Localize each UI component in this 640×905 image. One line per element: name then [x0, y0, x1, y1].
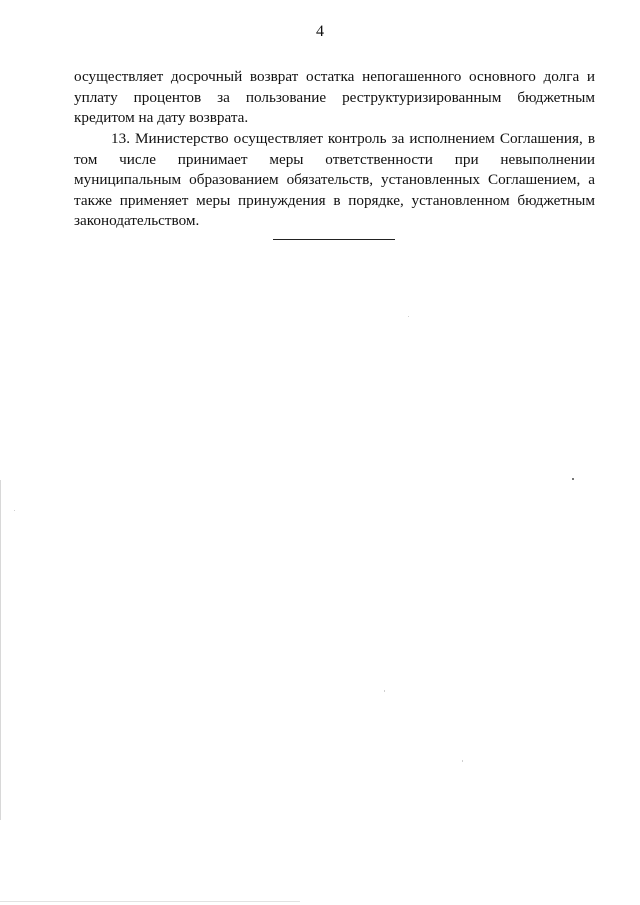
scan-artifact [462, 760, 463, 762]
paragraph-13-control [74, 129, 595, 232]
scan-artifact [0, 901, 300, 902]
text-line: том числе принимает меры ответственности при невыполнении [74, 150, 595, 168]
text-line: муниципальным образованием обязательств, установленных Соглашением, а [74, 171, 595, 188]
scan-artifact [14, 510, 15, 511]
text-line: кредитом на дату возврата. [74, 109, 249, 126]
scan-artifact [0, 480, 1, 820]
text-line: уплату процентов за пользование реструктуризированным бюджетным [74, 88, 595, 106]
end-of-document-separator [273, 239, 395, 240]
text-line: осуществляет досрочный возврат остатка непогашенного основного долга и [74, 68, 595, 85]
scan-artifact [384, 690, 385, 692]
text-line: 13. Министерство осуществляет контроль за исполнением Соглашения, в [111, 130, 595, 147]
scan-artifact [572, 478, 574, 480]
paragraph-repayment [74, 67, 595, 129]
text-line: законодательством. [74, 212, 200, 229]
page-number: 4 [316, 23, 324, 40]
scan-artifact [408, 316, 409, 317]
text-line: также применяет меры принуждения в порядке, установленном бюджетным [74, 191, 595, 209]
